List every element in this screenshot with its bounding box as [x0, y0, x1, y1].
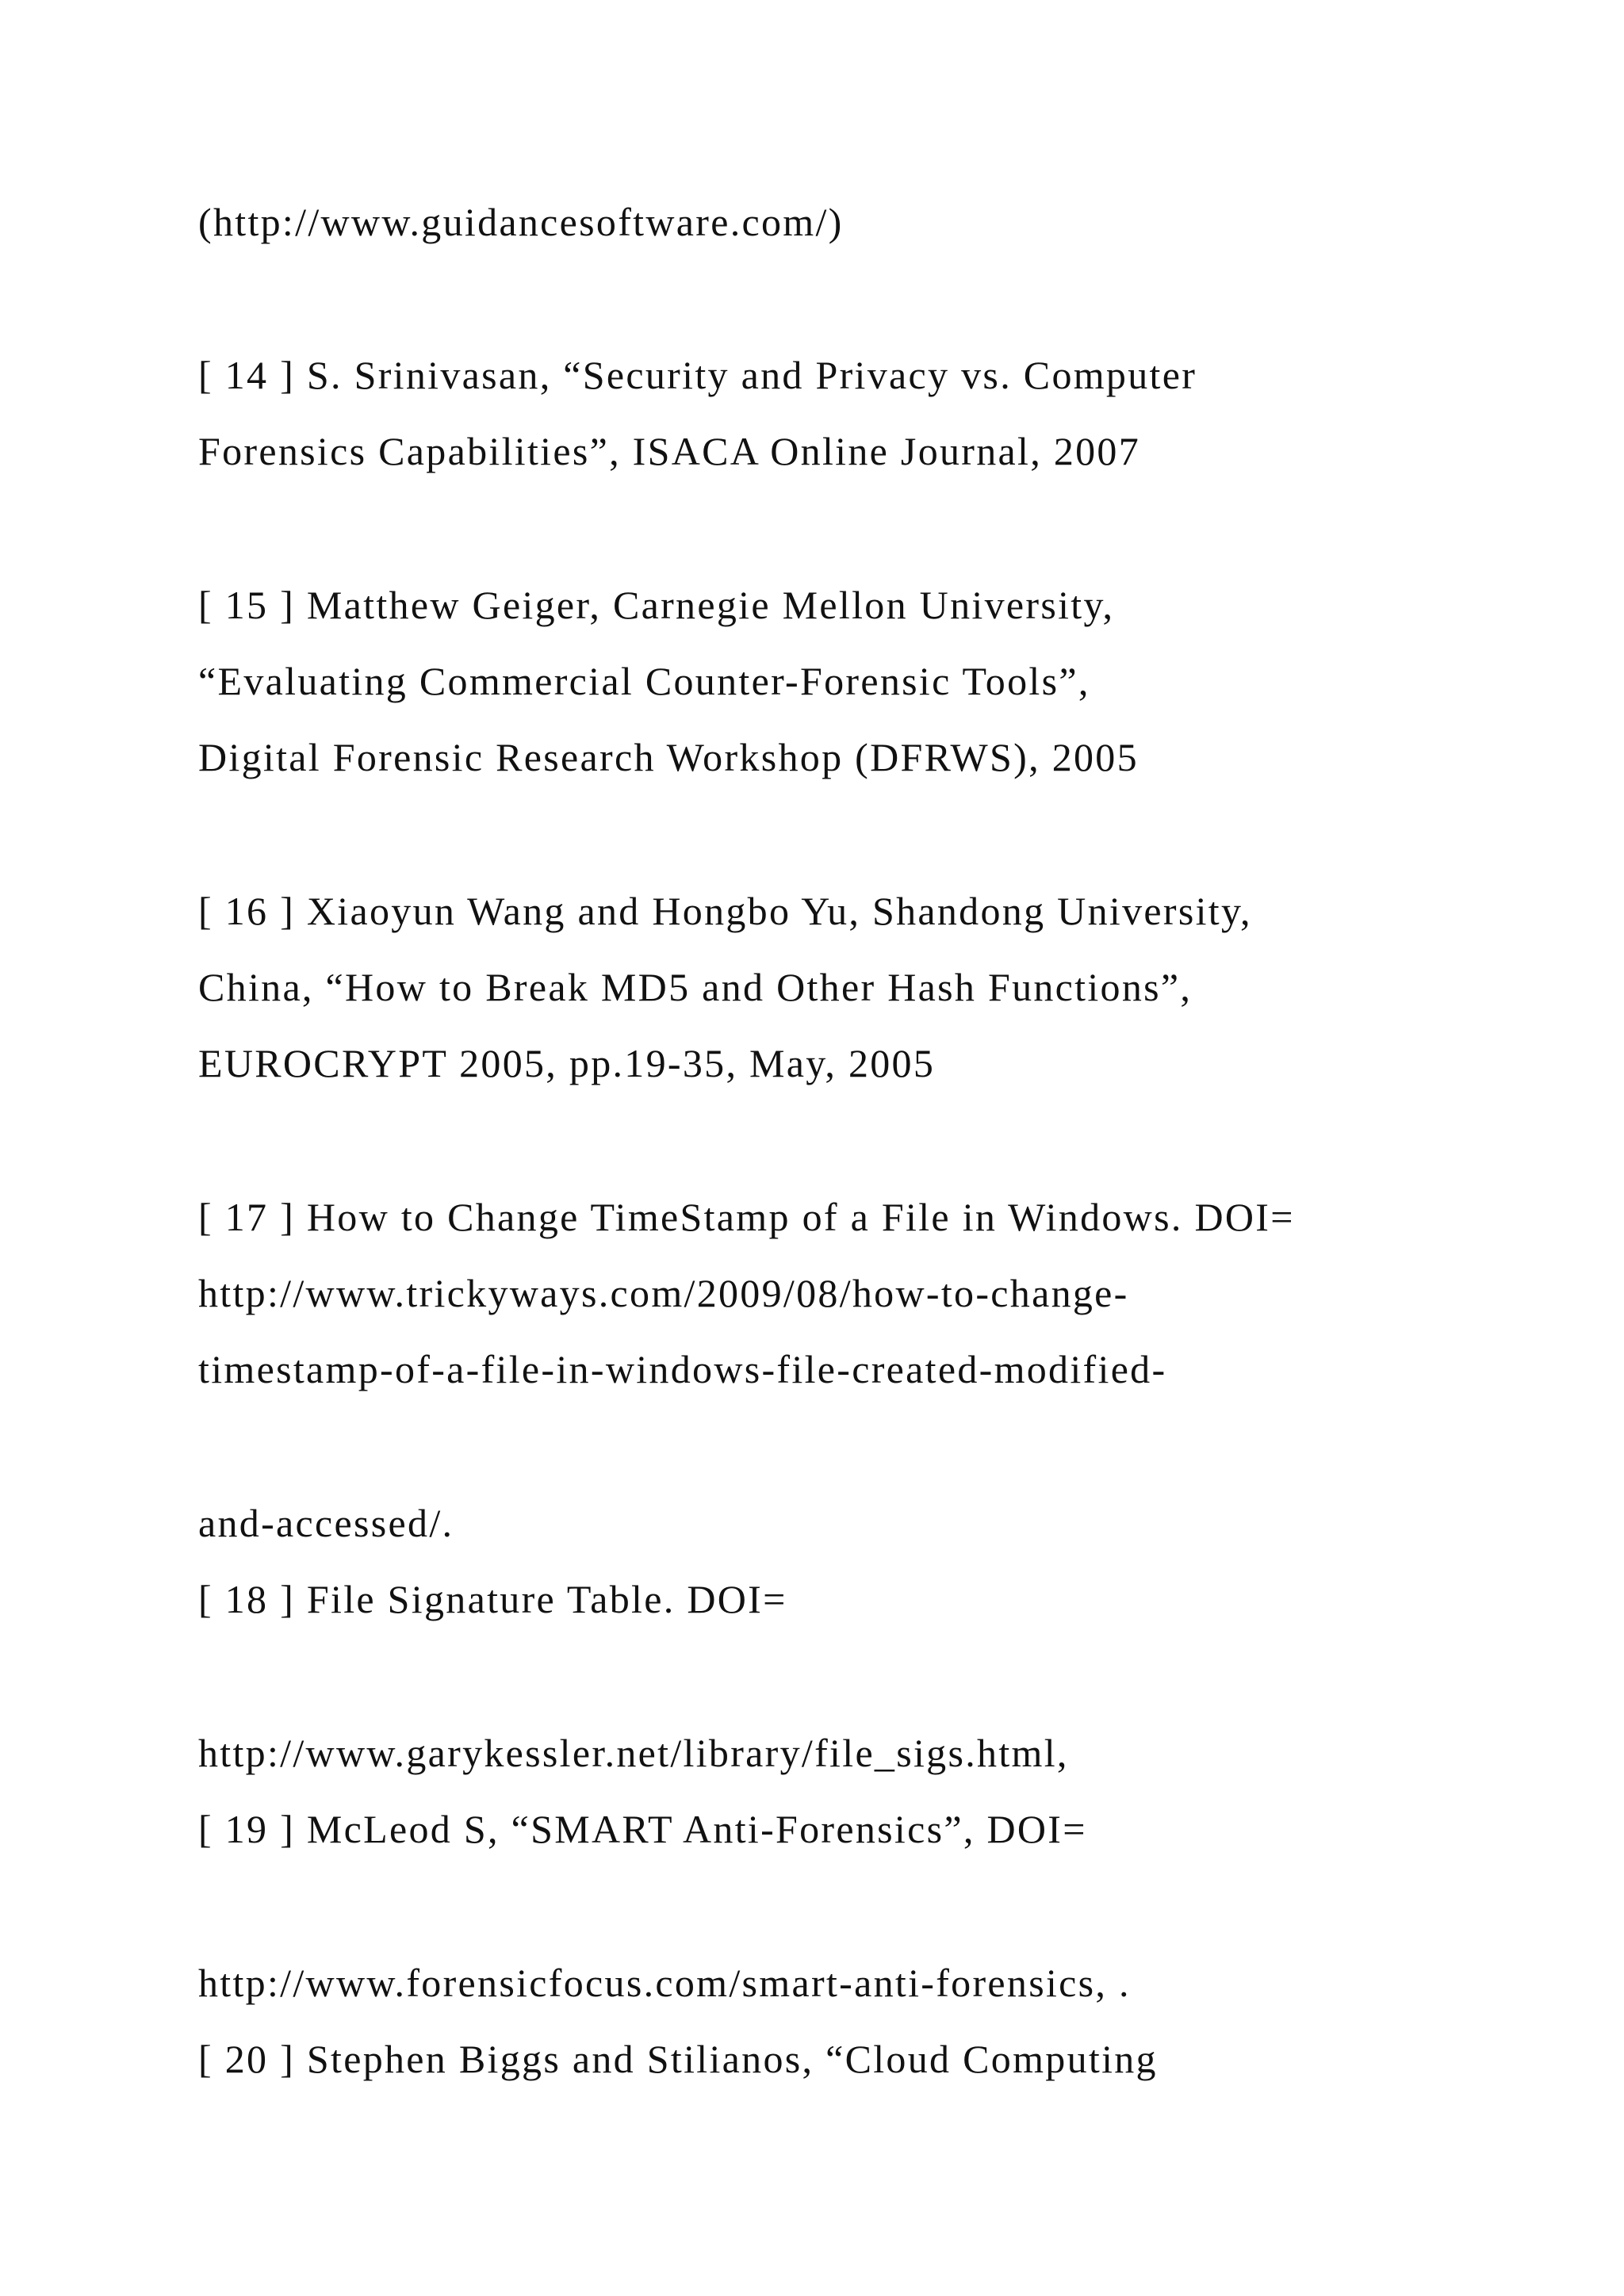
- reference-19-line-2: http://www.forensicfocus.com/smart-anti-forensics, .: [198, 1961, 1131, 2005]
- reference-17-line-3: timestamp-of-a-file-in-windows-file-created-modified-: [198, 1347, 1167, 1391]
- reference-14-line-2: Forensics Capabilities”, ISACA Online Journal, 2007: [198, 429, 1141, 473]
- reference-18-line-1: [ 18 ] File Signature Table. DOI=: [198, 1577, 787, 1621]
- reference-20-line-1: [ 20 ] Stephen Biggs and Stilianos, “Cloud Computing: [198, 2037, 1158, 2081]
- reference-15-line-2: “Evaluating Commercial Counter-Forensic Tools”,: [198, 659, 1090, 703]
- reference-14-line-1: [ 14 ] S. Srinivasan, “Security and Privacy vs. Computer: [198, 353, 1197, 397]
- reference-16-line-2: China, “How to Break MD5 and Other Hash Functions”,: [198, 965, 1193, 1009]
- reference-18-line-2: http://www.garykessler.net/library/file_sigs.html,: [198, 1731, 1069, 1775]
- reference-15-line-3: Digital Forensic Research Workshop (DFRWS), 2005: [198, 735, 1139, 779]
- reference-17-line-2: http://www.trickyways.com/2009/08/how-to-change-: [198, 1271, 1129, 1315]
- reference-17-line-1: [ 17 ] How to Change TimeStamp of a File in Windows. DOI=: [198, 1195, 1295, 1239]
- reference-url-guidance: (http://www.guidancesoftware.com/): [198, 200, 844, 244]
- reference-15-line-1: [ 15 ] Matthew Geiger, Carnegie Mellon University,: [198, 583, 1115, 627]
- reference-17-line-4: and-accessed/.: [198, 1501, 454, 1545]
- reference-16-line-3: EUROCRYPT 2005, pp.19-35, May, 2005: [198, 1041, 936, 1085]
- reference-19-line-1: [ 19 ] McLeod S, “SMART Anti-Forensics”, DOI=: [198, 1807, 1087, 1851]
- reference-16-line-1: [ 16 ] Xiaoyun Wang and Hongbo Yu, Shandong University,: [198, 889, 1252, 933]
